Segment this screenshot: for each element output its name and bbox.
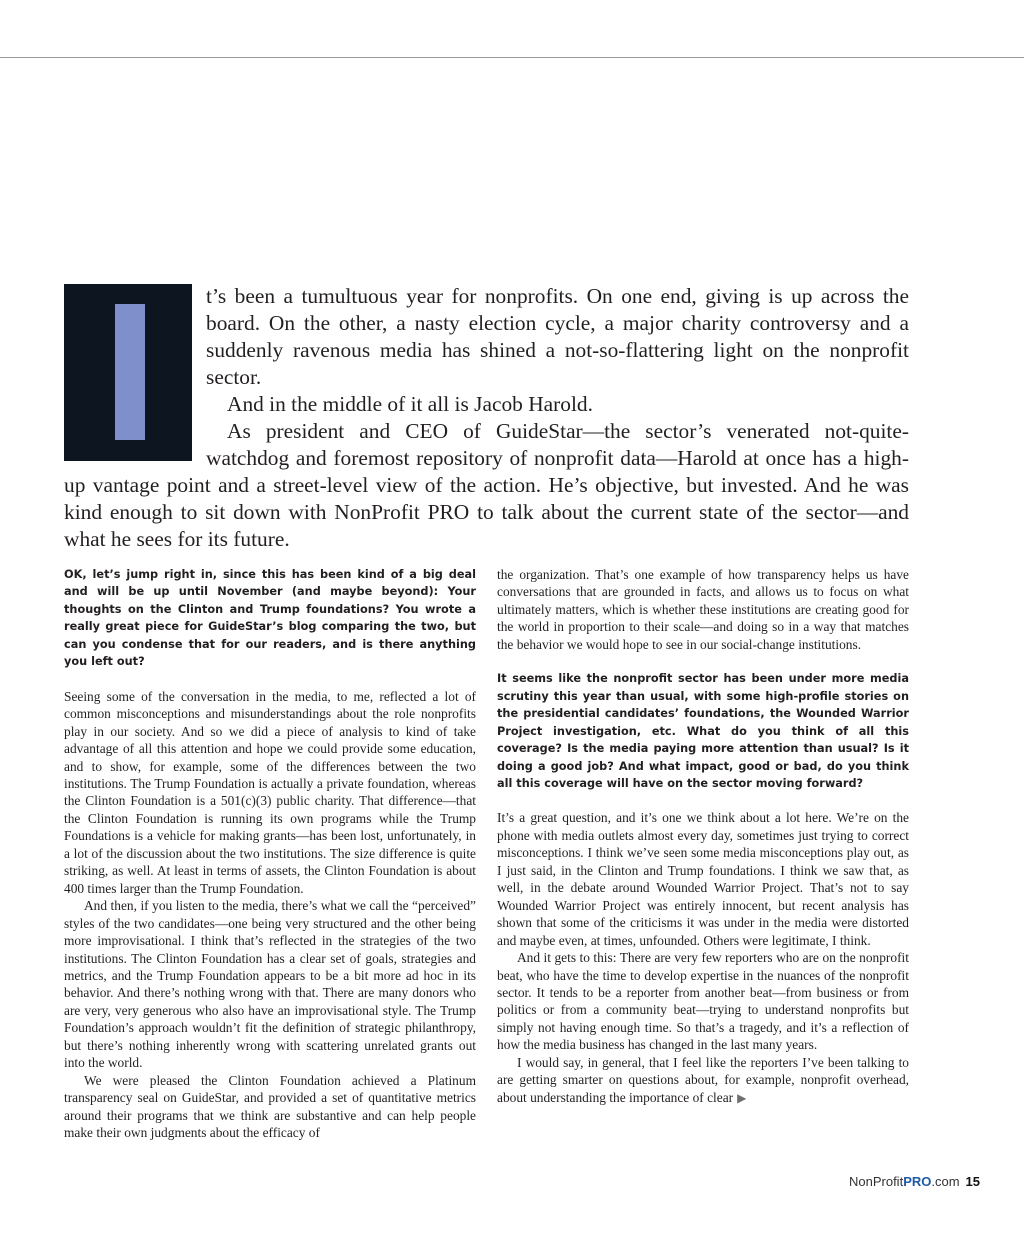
right-column <box>497 566 909 1107</box>
answer-1-paragraph-1: Seeing some of the conversation in the media, to me, reflected a lot of common misconceptions and misunderstandings about the role nonprofits play in our society. And so we did a piece of analysis to kind of take advantage of all this attention and hope we could provide some education, and to show, for example, some of the differences between the two institutions. The Trump Foundation is actually a private foundation, whereas the Clinton Foundation is a 501(c)(3) public charity. That difference—that the Clinton Foundation is running its own programs while the Trump Foundations is a vehicle for making grants—has been lost, unfortunately, in a lot of the discussion about the two institutions. The size difference is quite striking, as well. At least in terms of assets, the Clinton Foundation is about 400 times larger than the Trump Foundation. <box>64 688 476 896</box>
question-2: It seems like the nonprofit sector has been under more media scrutiny this year than usual, with some high-profile stories on the presidential candidates’ foundations, the Wounded Warrior Project investigation, etc. What do you think of all this coverage? Is the media paying more attention than usual? Is it doing a good job? And what impact, good or bad, do you think all this coverage will have on the sector moving forward? <box>497 672 909 790</box>
footer-brand-suffix: .com <box>931 1174 960 1189</box>
answer-2-paragraph-3 <box>497 1054 909 1107</box>
intro-paragraph-2: And in the middle of it all is Jacob Harold. <box>227 392 593 416</box>
top-rule <box>0 57 1024 58</box>
continue-arrow-icon: ▶ <box>737 1090 747 1105</box>
page-footer <box>849 1174 980 1189</box>
left-column <box>64 566 476 1142</box>
footer-brand-pro: PRO <box>903 1174 932 1189</box>
footer-brand-prefix: NonProfit <box>848 1174 904 1189</box>
page-number: 15 <box>965 1174 980 1189</box>
answer-2-paragraph-1: It’s a great question, and it’s one we think about a lot here. We’re on the phone with media outlets almost every day, sometimes just trying to correct misconceptions. I think we’ve seen some media misconceptions play out, as I just said, in the Clinton and Trump foundations. I think we saw that, as well, in the debate around Wounded Warrior Project. That’s not to say Wounded Warrior Project was entirely innocent, but recent analysis has shown that some of the criticisms it was under in the media were distorted and maybe even, at times, unfounded. Others were legitimate, I think. <box>497 810 909 948</box>
answer-2-paragraph-3-text: I would say, in general, that I feel like the reporters I’ve been talking to are getting smarter on questions about, for example, nonprofit overhead, about understanding the importance of clear <box>497 1054 909 1105</box>
question-1: OK, let’s jump right in, since this has been kind of a big deal and will be up until November (and maybe beyond): Your thoughts on the Clinton and Trump foundations? You wrote a really great piece for GuideStar’s blog comparing the two, but can you condense that for our readers, and is there anything you left out? <box>64 568 476 669</box>
intro-paragraph-1: t’s been a tumultuous year for nonprofits. On one end, giving is up across the board. On the other, a nasty election cycle, a major charity controversy and a suddenly ravenous media has shined a not-so-flattering light on the nonprofit sector. <box>206 284 909 389</box>
answer-1-paragraph-3: We were pleased the Clinton Foundation achieved a Platinum transparency seal on GuideStar, and provided a set of quantitative metrics around their programs that we think are substantive and can help people make their own judgments about the efficacy of <box>64 1072 476 1141</box>
drop-cap-space <box>64 283 206 459</box>
intro-paragraph-3: As president and CEO of GuideStar—the sector’s venerated not-quite-watchdog and foremost repository of nonprofit data—Harold at once has a high-up vantage point and a street-level view of the action. He’s objective, but invested. And he was kind enough to sit down with NonProfit PRO to talk about the current state of the sector—and what he sees for its future. <box>64 419 909 551</box>
intro-deck <box>64 283 909 553</box>
answer-1-paragraph-2: And then, if you listen to the media, there’s what we call the “perceived” styles of the two candidates—one being very structured and the other being more improvisational. I think that’s reflected in the strategies of the two institutions. The Clinton Foundation has a clear set of goals, strategies and metrics, and the Trump Foundation appears to be a bit more ad hoc in its behavior. And there’s nothing wrong with that. There are many donors who are very, very generous who also have an improvisational style. The Trump Foundation’s approach wouldn’t fit the definition of strategic philanthropy, but there’s nothing inherently wrong with scattering unrelated grants out into the world. <box>64 898 476 1071</box>
answer-1-continued: the organization. That’s one example of how transparency helps us have conversations that are grounded in facts, and allows us to focus on what ultimately matters, which is whether these institutions are creating good for the world in proportion to their scale—and doing so in a way that matches the behavior we would hope to see in our social-change institutions. <box>497 567 909 652</box>
answer-2-paragraph-2: And it gets to this: There are very few reporters who are on the nonprofit beat, who have the time to develop expertise in the nuances of the nonprofit sector. It tends to be a reporter from another beat—from business or from politics or from a community beat—trying to understand nonprofits but simply not having enough time. So that’s a tragedy, and it’s a reflection of how the media business has changed in the last many years. <box>497 950 909 1053</box>
